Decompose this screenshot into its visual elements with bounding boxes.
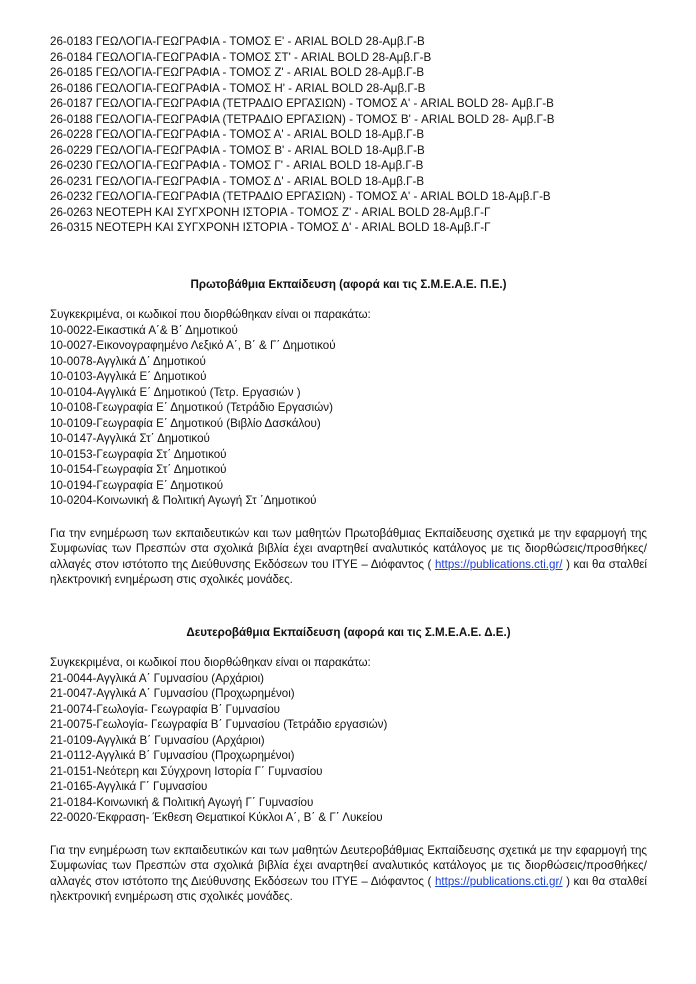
primary-intro: Συγκεκριμένα, οι κωδικοί που διορθώθηκαν είναι οι παρακάτω: — [50, 308, 371, 321]
list-item: 10-0194-Γεωγραφία Ε΄ Δημοτικού — [50, 478, 224, 492]
list-item: 26-0187 ΓΕΩΛΟΓΙΑ-ΓΕΩΓΡΑΦΙΑ (ΤΕΤΡΑΔΙΟ ΕΡΓΑΣΙΩΝ) - ΤΟΜΟΣ Α' - ARIAL BOLD 28- Αμβ.Γ-Β — [50, 97, 554, 110]
list-item: 10-0103-Αγγλικά Ε΄ Δημοτικού — [50, 370, 207, 383]
list-item: 26-0184 ΓΕΩΛΟΓΙΑ-ΓΕΩΓΡΑΦΙΑ - ΤΟΜΟΣ ΣΤ' - ARIAL BOLD 28-Αμβ.Γ-Β — [50, 50, 432, 64]
primary-heading: Πρωτοβάθμια Εκπαίδευση (αφορά και τις Σ.Μ.Ε.Α.Ε. Π.Ε.) — [190, 277, 507, 291]
list-item: 26-0228 ΓΕΩΛΟΓΙΑ-ΓΕΩΓΡΑΦΙΑ - ΤΟΜΟΣ Α' - ARIAL BOLD 18-Αμβ.Γ-Β — [50, 128, 425, 141]
list-item: 21-0109-Αγγλικά Β΄ Γυμνασίου (Αρχάριοι) — [50, 733, 265, 747]
list-item: 10-0204-Κοινωνική & Πολιτική Αγωγή Στ ΄Δημοτικού — [50, 494, 317, 507]
secondary-paragraph-tail: ) και θα σταλθεί ηλεκτρονική ενημέρωση στις σχολικές μονάδες. — [50, 874, 648, 903]
list-item: 26-0188 ΓΕΩΛΟΓΙΑ-ΓΕΩΓΡΑΦΙΑ (ΤΕΤΡΑΔΙΟ ΕΡΓΑΣΙΩΝ) - ΤΟΜΟΣ Β' - ARIAL BOLD 28- Αμβ.Γ-Β — [50, 112, 555, 126]
list-item: 26-0229 ΓΕΩΛΟΓΙΑ-ΓΕΩΓΡΑΦΙΑ - ΤΟΜΟΣ Β' - ARIAL BOLD 18-Αμβ.Γ-Β — [50, 143, 425, 157]
list-item: 10-0154-Γεωγραφία Στ΄ Δημοτικού — [50, 463, 227, 476]
list-item: 26-0186 ΓΕΩΛΟΓΙΑ-ΓΕΩΓΡΑΦΙΑ - ΤΟΜΟΣ Η' - ARIAL BOLD 28-Αμβ.Γ-Β — [50, 81, 426, 95]
geology-code-list — [50, 34, 647, 236]
secondary-education-section — [50, 625, 647, 905]
list-item: 22-0020-Έκφραση- Έκθεση Θεματικοί Κύκλοι Α΄, Β΄ & Γ΄ Λυκείου — [50, 811, 383, 824]
list-item: 10-0147-Αγγλικά Στ΄ Δημοτικού — [50, 432, 210, 445]
list-item: 26-0230 ΓΕΩΛΟΓΙΑ-ΓΕΩΓΡΑΦΙΑ - ΤΟΜΟΣ Γ' - ARIAL BOLD 18-Αμβ.Γ-Β — [50, 159, 424, 172]
secondary-paragraph-text: Για την ενημέρωση των εκπαιδευτικών και των μαθητών Δευτεροβάθμιας Εκπαίδευσης σχετικά με την εφαρμογή της Συμφωνίας των Πρεσπών στα σχολικά βιβλία έχει αναρτηθεί αναλυτικός κατάλογος με τις διορθώσεις/προσθήκες/αλλαγές στον ιστότοπο της Διεύθυνσης Εκδόσεων του ΙΤΥΕ – Διόφαντος ( — [50, 843, 647, 888]
list-item: 21-0112-Αγγλικά Β΄ Γυμνασίου (Προχωρημένοι) — [50, 749, 295, 762]
list-item: 26-0232 ΓΕΩΛΟΓΙΑ-ΓΕΩΓΡΑΦΙΑ (ΤΕΤΡΑΔΙΟ ΕΡΓΑΣΙΩΝ) - ΤΟΜΟΣ Α' - ARIAL BOLD 18-Αμβ.Γ-Β — [50, 190, 551, 203]
primary-paragraph-text: Για την ενημέρωση των εκπαιδευτικών και των μαθητών Πρωτοβάθμιας Εκπαίδευσης σχετικά με την εφαρμογή της Συμφωνίας των Πρεσπών στα σχολικά βιβλία έχει αναρτηθεί αναλυτικός κατάλογος με τις διορθώσεις/προσθήκες/αλλαγές στον ιστότοπο της Διεύθυνσης Εκδόσεων του ΙΤΥΕ – Διόφαντος ( — [50, 526, 647, 571]
list-item: 10-0104-Αγγλικά Ε΄ Δημοτικού (Τετρ. Εργασιών ) — [50, 385, 301, 399]
primary-paragraph — [50, 526, 647, 588]
list-item: 21-0075-Γεωλογία- Γεωγραφία Β΄ Γυμνασίου (Τετράδιο εργασιών) — [50, 718, 388, 731]
primary-paragraph-tail: ) και θα σταλθεί ηλεκτρονική ενημέρωση στις σχολικές μονάδες. — [50, 557, 648, 586]
list-item: 10-0022-Εικαστικά Α΄& Β΄ Δημοτικού — [50, 323, 238, 337]
primary-code-list — [50, 323, 647, 509]
list-item: 26-0183 ΓΕΩΛΟΓΙΑ-ΓΕΩΓΡΑΦΙΑ - ΤΟΜΟΣ Ε' - ARIAL BOLD 28-Αμβ.Γ-Β — [50, 35, 425, 48]
list-item: 26-0185 ΓΕΩΛΟΓΙΑ-ΓΕΩΓΡΑΦΙΑ - ΤΟΜΟΣ Ζ' - ARIAL BOLD 28-Αμβ.Γ-Β — [50, 66, 425, 79]
secondary-paragraph — [50, 843, 647, 905]
list-item: 10-0027-Εικονογραφημένο Λεξικό Α΄, Β΄ & Γ΄ Δημοτικού — [50, 339, 336, 352]
primary-education-section — [50, 277, 647, 588]
list-item: 10-0153-Γεωγραφία Στ΄ Δημοτικού — [50, 447, 227, 461]
list-item: 26-0231 ΓΕΩΛΟΓΙΑ-ΓΕΩΓΡΑΦΙΑ - ΤΟΜΟΣ Δ' - ARIAL BOLD 18-Αμβ.Γ-Β — [50, 174, 425, 188]
secondary-heading: Δευτεροβάθμια Εκπαίδευση (αφορά και τις Σ.Μ.Ε.Α.Ε. Δ.Ε.) — [186, 625, 511, 639]
list-item: 21-0074-Γεωλογία- Γεωγραφία Β΄ Γυμνασίου — [50, 702, 280, 716]
secondary-intro: Συγκεκριμένα, οι κωδικοί που διορθώθηκαν είναι οι παρακάτω: — [50, 656, 371, 669]
list-item: 21-0044-Αγγλικά Α΄ Γυμνασίου (Αρχάριοι) — [50, 671, 265, 685]
list-item: 21-0165-Αγγλικά Γ΄ Γυμνασίου — [50, 780, 208, 793]
list-item: 10-0078-Αγγλικά Δ΄ Δημοτικού — [50, 354, 206, 368]
document-page — [50, 34, 647, 905]
secondary-publications-link[interactable]: https://publications.cti.gr/ — [434, 874, 563, 888]
list-item: 26-0263 ΝΕΟΤΕΡΗ ΚΑΙ ΣΥΓΧΡΟΝΗ ΙΣΤΟΡΙΑ - ΤΟΜΟΣ Ζ' - ARIAL BOLD 28-Αμβ.Γ-Γ — [50, 205, 491, 219]
list-item: 21-0184-Κοινωνική & Πολιτική Αγωγή Γ΄ Γυμνασίου — [50, 795, 314, 809]
list-item: 10-0108-Γεωγραφία Ε΄ Δημοτικού (Τετράδιο Εργασιών) — [50, 401, 333, 414]
secondary-code-list — [50, 671, 647, 826]
primary-publications-link[interactable]: https://publications.cti.gr/ — [434, 557, 563, 571]
list-item: 21-0151-Νεότερη και Σύγχρονη Ιστορία Γ΄ Γυμνασίου — [50, 764, 323, 778]
list-item: 10-0109-Γεωγραφία Ε΄ Δημοτικού (Βιβλίο Δασκάλου) — [50, 416, 321, 430]
list-item: 21-0047-Αγγλικά Α΄ Γυμνασίου (Προχωρημένοι) — [50, 687, 295, 700]
list-item: 26-0315 ΝΕΟΤΕΡΗ ΚΑΙ ΣΥΓΧΡΟΝΗ ΙΣΤΟΡΙΑ - ΤΟΜΟΣ Δ' - ARIAL BOLD 18-Αμβ.Γ-Γ — [50, 221, 491, 234]
